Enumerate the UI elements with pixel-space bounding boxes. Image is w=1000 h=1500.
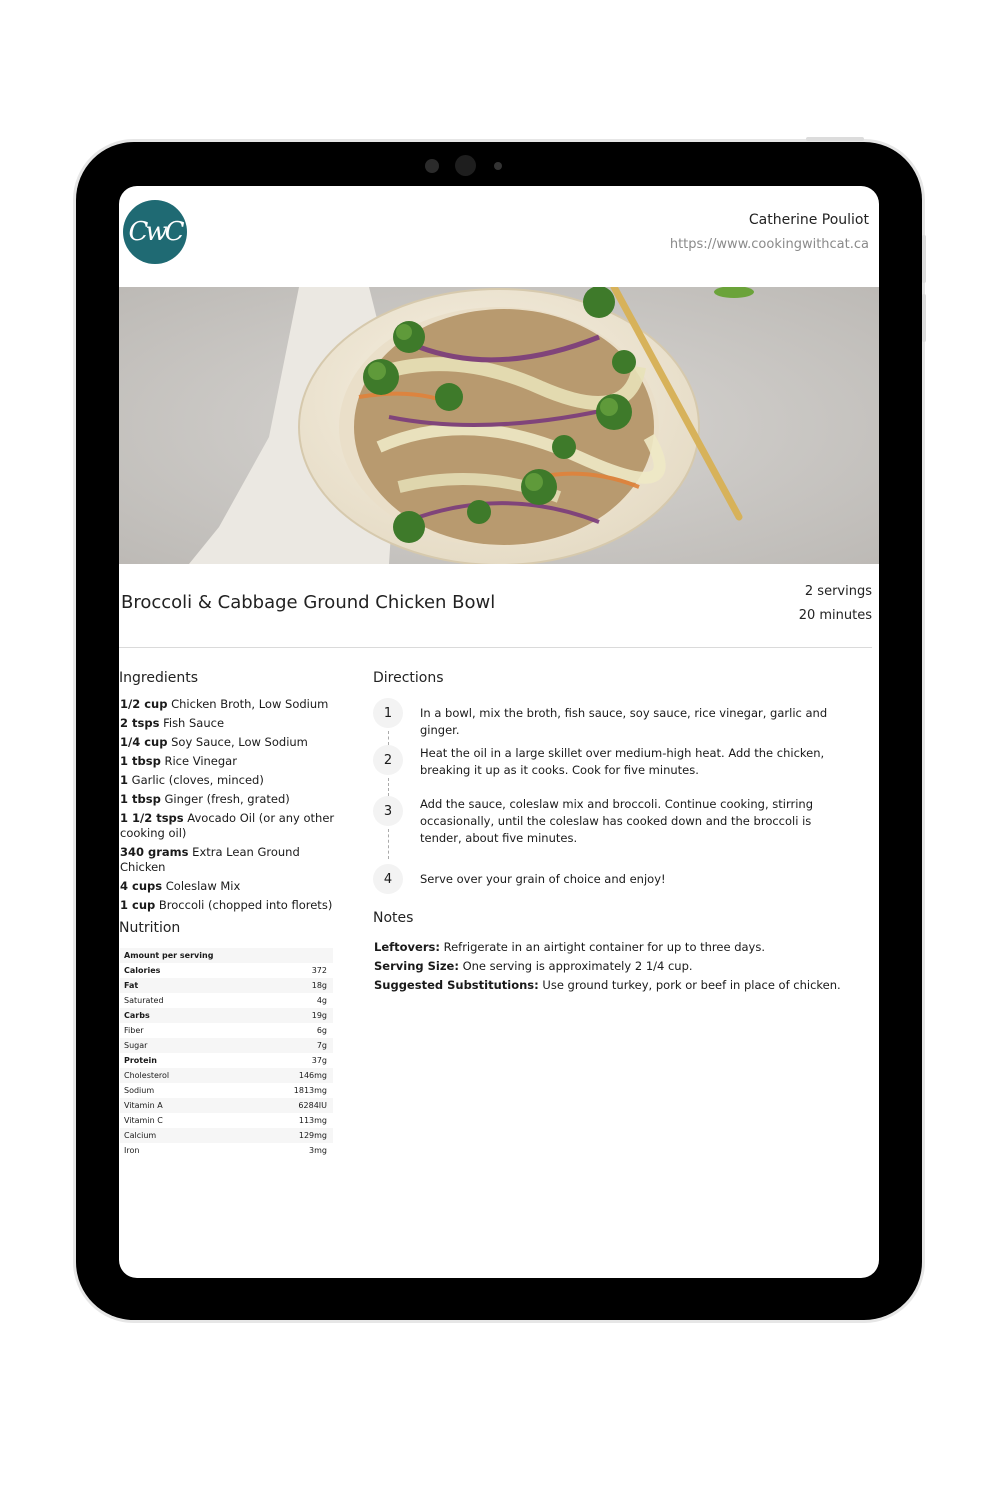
nutrition-row [120, 1068, 333, 1083]
tablet-sensor-dot [425, 159, 439, 173]
nutrition-value: 1813mg [293, 1086, 327, 1095]
nutrition-header-label: Amount per serving [124, 951, 214, 960]
ingredient-item [120, 811, 342, 841]
nutrition-row [120, 1083, 333, 1098]
note-item [374, 976, 854, 995]
nutrition-label: Sugar [124, 1041, 148, 1050]
nutrition-value: 3mg [309, 1146, 327, 1155]
note-label: Suggested Substitutions: [374, 978, 539, 992]
section-divider [119, 647, 872, 648]
nutrition-value: 18g [311, 981, 327, 990]
recipe-servings: 2 servings [804, 584, 872, 599]
ingredient-name: Fish Sauce [163, 716, 225, 730]
nutrition-value: 129mg [298, 1131, 327, 1140]
step-text: Add the sauce, coleslaw mix and broccoli. Continue cooking, stirring occasionally, until the coleslaw has cooked down and the broccoli is tender, about five minutes. [420, 797, 813, 845]
ingredient-item [120, 773, 342, 788]
nutrition-header-row [120, 948, 333, 963]
ingredient-qty: 1 [120, 773, 129, 787]
step-connector [388, 778, 389, 796]
ingredients-list [120, 697, 342, 917]
nutrition-row [120, 1128, 333, 1143]
note-label: Serving Size: [374, 959, 459, 973]
nutrition-value: 372 [311, 966, 327, 975]
tablet-screen [119, 186, 879, 1278]
nutrition-value: 19g [311, 1011, 327, 1020]
note-text: One serving is approximately 2 1/4 cup. [462, 959, 693, 973]
ingredient-qty: 1 tbsp [120, 754, 161, 768]
nutrition-label: Vitamin A [124, 1101, 163, 1110]
ingredient-qty: 1/4 cup [120, 735, 168, 749]
nutrition-label: Calcium [124, 1131, 157, 1140]
step-number: 2 [373, 745, 403, 775]
ingredient-item [120, 754, 342, 769]
ingredient-name: Chicken Broth, Low Sodium [171, 697, 329, 711]
nutrition-row [120, 1113, 333, 1128]
ingredient-name: Broccoli (chopped into florets) [158, 898, 333, 912]
step-connector [388, 731, 389, 745]
ingredient-name: Coleslaw Mix [165, 879, 241, 893]
nutrition-label: Cholesterol [124, 1071, 170, 1080]
step-text: Heat the oil in a large skillet over medium-high heat. Add the chicken, breaking it up as it cooks. Cook for five minutes. [420, 746, 825, 777]
nutrition-label: Fat [124, 981, 139, 990]
nutrition-row [120, 1008, 333, 1023]
brand-logo[interactable] [123, 200, 187, 264]
tablet-top-button [806, 137, 864, 141]
nutrition-label: Saturated [124, 996, 164, 1005]
nutrition-row [120, 1098, 333, 1113]
ingredient-name: Avocado Oil (or any other cooking oil) [120, 811, 335, 840]
step-text: In a bowl, mix the broth, fish sauce, soy sauce, rice vinegar, garlic and ginger. [420, 706, 828, 737]
note-item [374, 938, 854, 957]
recipe-title: Broccoli & Cabbage Ground Chicken Bowl [121, 592, 496, 613]
nutrition-value: 146mg [298, 1071, 327, 1080]
ingredient-item [120, 697, 342, 712]
ingredient-qty: 4 cups [120, 879, 163, 893]
ingredient-name: Ginger (fresh, grated) [164, 792, 290, 806]
nutrition-row [120, 963, 333, 978]
ingredient-name: Extra Lean Ground Chicken [120, 845, 300, 874]
nutrition-label: Fiber [124, 1026, 144, 1035]
ingredient-item [120, 879, 342, 894]
nutrition-label: Iron [124, 1146, 140, 1155]
ingredient-name: Soy Sauce, Low Sodium [171, 735, 308, 749]
author-url[interactable]: https://www.cookingwithcat.ca [669, 237, 869, 252]
ingredient-item [120, 735, 342, 750]
ingredient-qty: 1/2 cup [120, 697, 168, 711]
nutrition-value: 4g [316, 996, 327, 1005]
nutrition-label: Calories [124, 966, 161, 975]
ingredient-name: Rice Vinegar [164, 754, 237, 768]
step-number: 4 [373, 864, 403, 894]
ingredient-item [120, 898, 342, 913]
ingredient-item [120, 845, 342, 875]
step-connector [388, 829, 389, 859]
nutrition-row [120, 993, 333, 1008]
ingredient-name: Garlic (cloves, minced) [131, 773, 264, 787]
directions-heading: Directions [373, 670, 444, 686]
author-name: Catherine Pouliot [748, 212, 869, 228]
ingredient-qty: 1 1/2 tsps [120, 811, 184, 825]
notes-list [374, 938, 854, 995]
nutrition-value: 7g [316, 1041, 327, 1050]
recipe-time: 20 minutes [798, 608, 872, 623]
ingredients-heading: Ingredients [119, 670, 198, 686]
nutrition-value: 37g [311, 1056, 327, 1065]
ingredient-item [120, 716, 342, 731]
ingredient-item [120, 792, 342, 807]
nutrition-value: 6g [316, 1026, 327, 1035]
note-text: Refrigerate in an airtight container for up to three days. [443, 940, 766, 954]
logo-text: CwC [128, 217, 182, 247]
tablet-camera-lens [455, 155, 476, 176]
notes-heading: Notes [373, 910, 414, 926]
tablet-volume-down-button [922, 294, 926, 342]
ingredient-qty: 1 cup [120, 898, 156, 912]
note-label: Leftovers: [374, 940, 440, 954]
tablet-light-sensor [494, 162, 502, 170]
nutrition-value: 113mg [298, 1116, 327, 1125]
nutrition-label: Carbs [124, 1011, 150, 1020]
note-item [374, 957, 854, 976]
note-text: Use ground turkey, pork or beef in place of chicken. [542, 978, 841, 992]
nutrition-row [120, 1053, 333, 1068]
ingredient-qty: 1 tbsp [120, 792, 161, 806]
recipe-photo-illustration [119, 287, 879, 564]
ingredient-qty: 340 grams [120, 845, 189, 859]
nutrition-heading: Nutrition [119, 920, 181, 936]
tablet-volume-up-button [922, 235, 926, 283]
nutrition-label: Protein [124, 1056, 157, 1065]
recipe-photo [119, 287, 879, 564]
step-number: 3 [373, 796, 403, 826]
nutrition-value: 6284IU [298, 1101, 327, 1110]
nutrition-row [120, 1143, 333, 1158]
nutrition-label: Vitamin C [124, 1116, 163, 1125]
step-text: Serve over your grain of choice and enjoy! [420, 872, 666, 886]
nutrition-row [120, 1038, 333, 1053]
step-number: 1 [373, 698, 403, 728]
nutrition-label: Sodium [124, 1086, 155, 1095]
nutrition-table [120, 948, 333, 1158]
nutrition-row [120, 978, 333, 993]
nutrition-row [120, 1023, 333, 1038]
ingredient-qty: 2 tsps [120, 716, 160, 730]
